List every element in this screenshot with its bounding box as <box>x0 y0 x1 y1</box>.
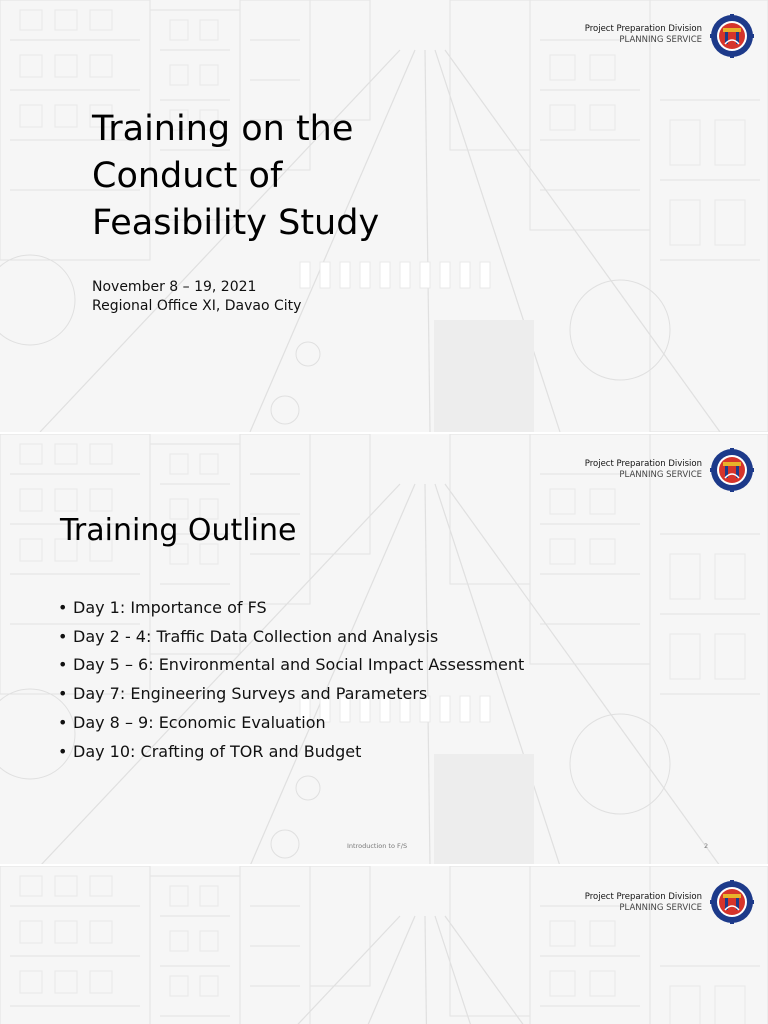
training-venue: Regional Office XI, Davao City <box>92 298 302 314</box>
third-slide <box>0 866 768 1024</box>
slide-title: Training Outline <box>60 513 297 548</box>
division-name: Project Preparation Division <box>584 892 702 902</box>
dpwh-seal-icon <box>710 880 754 924</box>
list-item-text: Day 10: Crafting of TOR and Budget <box>73 741 362 761</box>
header-block <box>585 459 702 480</box>
service-name: PLANNING SERVICE <box>619 35 702 45</box>
title-slide <box>0 0 768 432</box>
list-item: • Day 10: Crafting of TOR and Budget <box>58 741 362 761</box>
list-item-text: Day 2 - 4: Traffic Data Collection and Analysis <box>73 626 439 646</box>
list-item-text: Day 7: Engineering Surveys and Parameters <box>73 684 428 704</box>
service-name: PLANNING SERVICE <box>619 470 702 480</box>
list-item: • Day 1: Importance of FS <box>58 598 267 617</box>
service-name: PLANNING SERVICE <box>619 903 702 913</box>
outline-list <box>58 594 524 766</box>
list-item: • Day 8 – 9: Economic Evaluation <box>58 712 326 732</box>
list-item: • Day 2 - 4: Traffic Data Collection and Analysis <box>58 626 439 646</box>
division-name: Project Preparation Division <box>584 459 702 469</box>
title-line: Conduct of <box>92 156 283 196</box>
list-item-text: Day 8 – 9: Economic Evaluation <box>73 712 326 732</box>
header-block <box>585 24 702 45</box>
slide-title <box>92 106 379 247</box>
title-line: Training on the <box>92 109 354 149</box>
division-name: Project Preparation Division <box>584 24 702 34</box>
outline-slide <box>0 434 768 864</box>
dpwh-seal-icon <box>710 14 754 58</box>
header-block <box>585 892 702 913</box>
dpwh-seal-icon <box>710 448 754 492</box>
list-item: • Day 7: Engineering Surveys and Parameters <box>58 684 428 704</box>
title-line: Feasibility Study <box>92 203 380 243</box>
slide-footer: Introduction to F/S <box>347 842 408 850</box>
training-date: November 8 – 19, 2021 <box>92 279 257 295</box>
list-item-text: Day 1: Importance of FS <box>73 598 267 617</box>
street-illustration-background <box>0 866 768 1024</box>
list-item-text: Day 5 – 6: Environmental and Social Impact Assessment <box>73 655 525 675</box>
list-item: • Day 5 – 6: Environmental and Social Impact Assessment <box>58 655 525 675</box>
page-number: 2 <box>704 842 709 850</box>
